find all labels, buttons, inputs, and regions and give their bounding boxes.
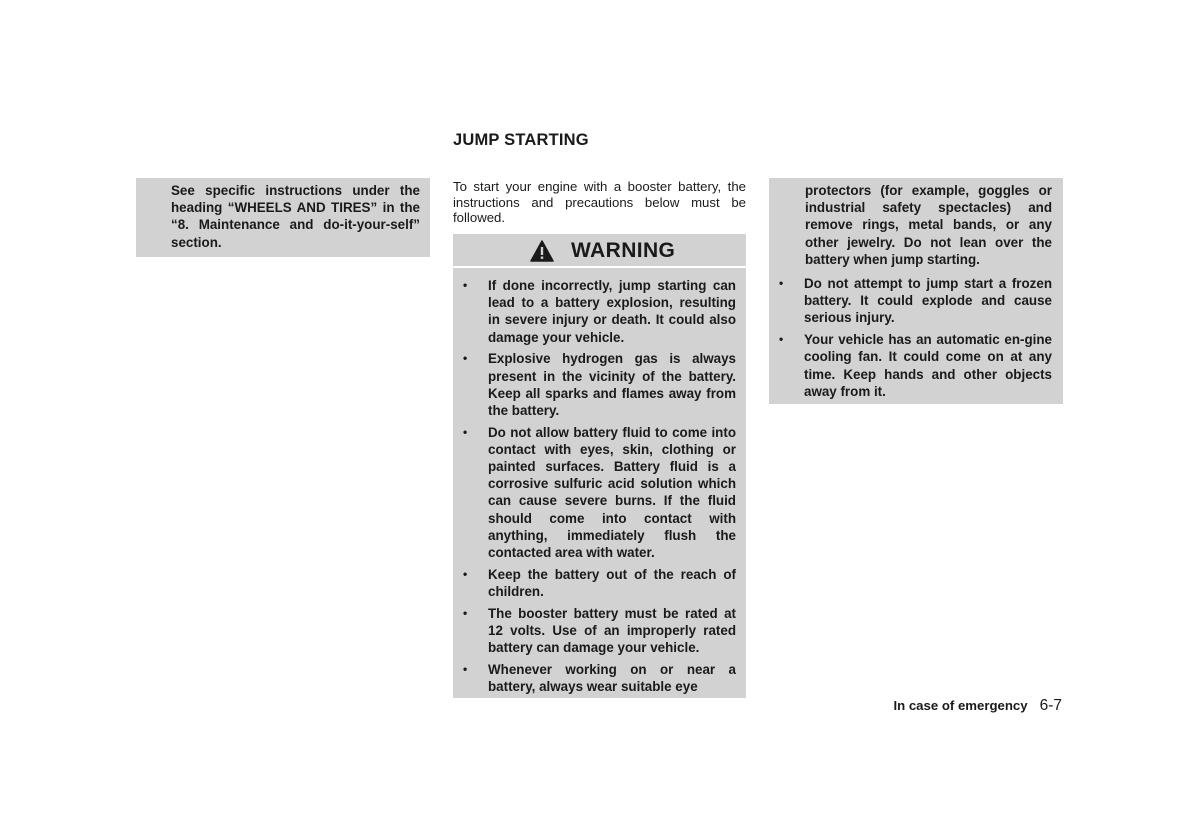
warning-item: • Do not attempt to jump start a frozen battery. It could explode and cause serious injury. bbox=[769, 275, 1052, 327]
warning-item: • The booster battery must be rated at 12 volts. Use of an improperly rated battery can damage your vehicle. bbox=[453, 605, 736, 657]
warning-continued-text: protectors (for example, goggles or industrial safety spectacles) and remove rings, metal bands, or any other jewelry. Do not lean over the battery when jump starting. bbox=[805, 183, 1052, 267]
note-text: See specific instructions under the heading “WHEELS AND TIRES” in the “8. Maintenance and do-it-your-self” section. bbox=[171, 183, 420, 250]
warning-item: • Your vehicle has an automatic en-gine cooling fan. It could come on at any time. Keep hands and other objects away from it. bbox=[769, 331, 1052, 400]
warning-item: • Keep the battery out of the reach of children. bbox=[453, 566, 736, 600]
warning-continued-box bbox=[769, 178, 1063, 404]
warning-item: • Explosive hydrogen gas is always present in the vicinity of the battery. Keep all sparks and flames away from the battery. bbox=[453, 350, 736, 419]
intro-paragraph: To start your engine with a booster battery, the instructions and precautions below must be followed. bbox=[453, 179, 746, 226]
see-instructions-note bbox=[136, 178, 430, 257]
warning-triangle-icon bbox=[530, 240, 554, 262]
page-number: 6-7 bbox=[1039, 697, 1062, 714]
warning-item: • Whenever working on or near a battery, always wear suitable eye bbox=[453, 661, 736, 695]
warning-title: WARNING bbox=[571, 239, 676, 262]
warning-header bbox=[453, 234, 746, 268]
section-title: JUMP STARTING bbox=[453, 131, 589, 149]
warning-box bbox=[453, 234, 746, 698]
warning-list-continued bbox=[769, 275, 1063, 404]
footer-section-name: In case of emergency bbox=[893, 698, 1028, 713]
warning-list bbox=[453, 277, 746, 700]
warning-item: • If done incorrectly, jump starting can lead to a battery explosion, resulting in severe injury or death. It could also damage your vehicle. bbox=[453, 277, 736, 346]
warning-item: • Do not allow battery fluid to come into contact with eyes, skin, clothing or painted surfaces. Battery fluid is a corrosive sulfuric acid solution which can cause severe burns. If the fluid should come into contact with anything, immediately flush the contacted area with water. bbox=[453, 424, 736, 562]
page-footer bbox=[893, 697, 1062, 715]
